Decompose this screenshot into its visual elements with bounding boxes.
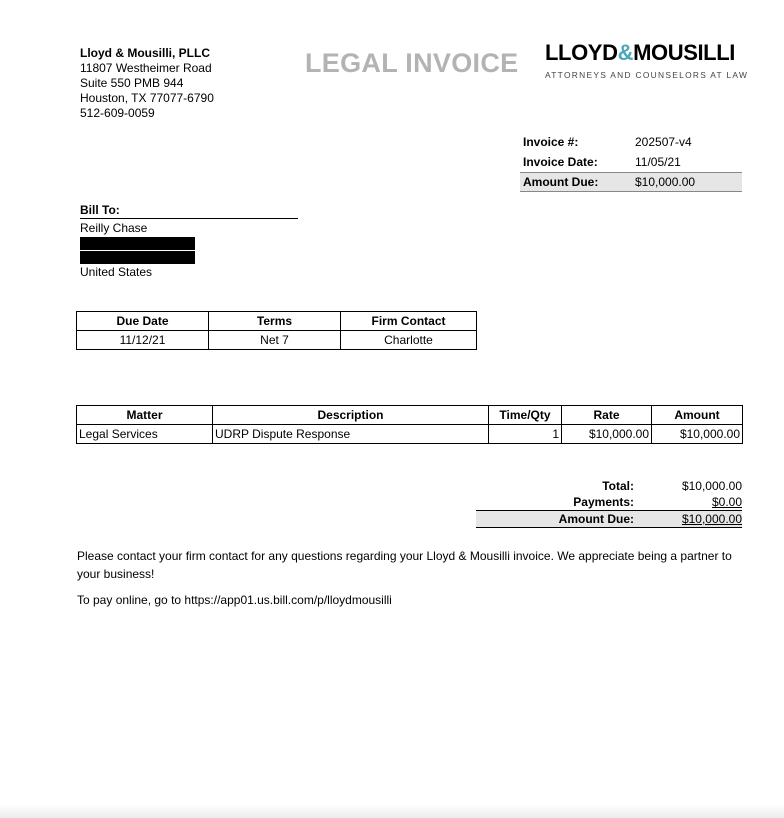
invoice-number: 202507-v4 bbox=[635, 135, 692, 149]
page-bottom-edge bbox=[0, 804, 784, 818]
terms-header-firm-contact: Firm Contact bbox=[341, 312, 477, 331]
firm-phone: 512-609-0059 bbox=[80, 106, 155, 120]
invoice-amount-due: $10,000.00 bbox=[635, 175, 696, 189]
item-description: UDRP Dispute Response bbox=[213, 425, 489, 444]
firm-address-block bbox=[80, 46, 214, 121]
contact-note: Please contact your firm contact for any questions regarding your Lloyd & Mousilli invoice. We appreciate being a partner to your business! bbox=[77, 549, 732, 581]
logo-ampersand: & bbox=[617, 40, 634, 65]
pay-online-text: To pay online, go to https://app01.us.bill.com/p/lloydmousilli bbox=[77, 593, 392, 607]
payments-value: $0.00 bbox=[711, 495, 742, 509]
firm-contact: Charlotte bbox=[341, 331, 477, 350]
invoice-amount-due-label: Amount Due: bbox=[523, 175, 599, 189]
logo-part1: LLOYD bbox=[545, 40, 618, 65]
logo-wordmark bbox=[545, 40, 741, 66]
terms-table bbox=[76, 311, 477, 350]
table-row bbox=[77, 425, 743, 444]
terms: Net 7 bbox=[209, 331, 341, 350]
header-amount: Amount bbox=[652, 406, 743, 425]
payments-label: Payments: bbox=[573, 495, 634, 509]
firm-logo bbox=[545, 40, 749, 80]
firm-address-line1: 11807 Westheimer Road bbox=[80, 61, 212, 75]
due-date: 11/12/21 bbox=[77, 331, 209, 350]
redacted-address-line1 bbox=[80, 237, 195, 250]
item-matter: Legal Services bbox=[77, 425, 213, 444]
item-rate: $10,000.00 bbox=[562, 425, 652, 444]
firm-address-line2: Suite 550 PMB 944 bbox=[80, 76, 184, 90]
amount-due-row bbox=[476, 511, 742, 528]
terms-header-due-date: Due Date bbox=[77, 312, 209, 331]
items-header-row bbox=[77, 406, 743, 425]
invoice-amount-due-row bbox=[520, 172, 742, 192]
total-row bbox=[476, 478, 742, 494]
firm-name: Lloyd & Mousilli, PLLC bbox=[80, 46, 210, 60]
firm-city-state-zip: Houston, TX 77077-6790 bbox=[80, 91, 214, 105]
invoice-number-row bbox=[520, 132, 742, 152]
invoice-number-label: Invoice #: bbox=[523, 135, 579, 149]
header-matter: Matter bbox=[77, 406, 213, 425]
terms-header-row bbox=[77, 312, 477, 331]
amount-due-label: Amount Due: bbox=[558, 512, 634, 526]
total-label: Total: bbox=[602, 479, 634, 493]
invoice-meta bbox=[520, 132, 742, 192]
header-time-qty: Time/Qty bbox=[489, 406, 562, 425]
line-items-table bbox=[76, 405, 743, 444]
item-time-qty: 1 bbox=[489, 425, 562, 444]
amount-due-value: $10,000.00 bbox=[681, 512, 742, 526]
totals-block bbox=[476, 478, 742, 528]
invoice-title: LEGAL INVOICE bbox=[305, 48, 519, 78]
terms-row bbox=[77, 331, 477, 350]
terms-header-terms: Terms bbox=[209, 312, 341, 331]
logo-tagline: ATTORNEYS AND COUNSELORS AT LAW bbox=[545, 70, 749, 80]
bill-to-country: United States bbox=[80, 265, 153, 279]
invoice-date-row bbox=[520, 152, 742, 172]
invoice-date-label: Invoice Date: bbox=[523, 155, 598, 169]
invoice-date: 11/05/21 bbox=[635, 155, 681, 169]
logo-part2: MOUSILLI bbox=[633, 40, 735, 65]
bill-to-name: Reilly Chase bbox=[80, 221, 148, 235]
redacted-address-line2 bbox=[80, 251, 195, 264]
bill-to-block bbox=[80, 203, 298, 280]
header-description: Description bbox=[213, 406, 489, 425]
header-rate: Rate bbox=[562, 406, 652, 425]
payments-row bbox=[476, 494, 742, 511]
item-amount: $10,000.00 bbox=[652, 425, 743, 444]
total-value: $10,000.00 bbox=[681, 479, 742, 493]
bill-to-label: Bill To: bbox=[80, 203, 298, 219]
